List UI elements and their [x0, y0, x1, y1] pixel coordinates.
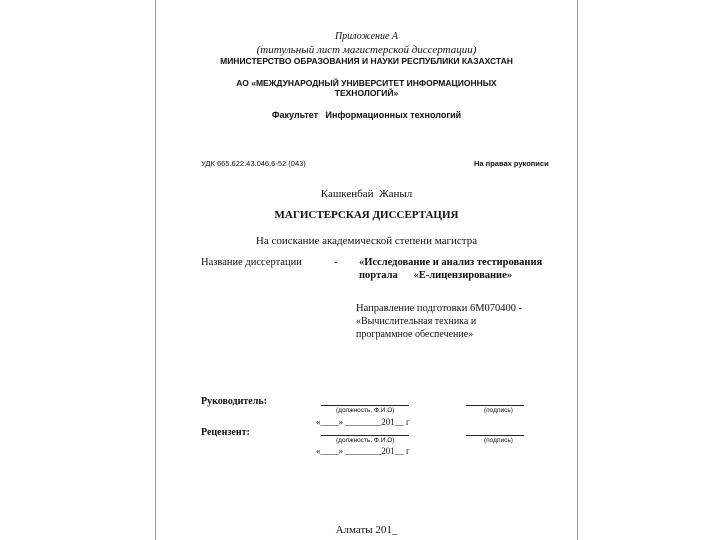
reviewer-label: Рецензент:: [201, 427, 250, 438]
city-year: Алматы 201_: [335, 524, 398, 536]
supervisor-signature-line: [466, 405, 524, 406]
dissertation-title-line1: «Исследование и анализ тестирования: [359, 257, 543, 268]
reviewer-signature-hint: (подпись): [484, 437, 513, 444]
supervisor-date: «____» ________201__ г: [316, 417, 410, 427]
title-dash: -: [334, 257, 338, 268]
author-name: Кашкенбай Жаныл: [320, 188, 413, 200]
university-heading-line1: АО «МЕЖДУНАРОДНЫЙ УНИВЕРСИТЕТ ИНФОРМАЦИОННЫХ: [236, 78, 497, 88]
manuscript-rights: На правах рукописи: [474, 159, 549, 168]
supervisor-name-hint: (должность, Ф.И.О): [336, 407, 395, 414]
document-type: МАГИСТЕРСКАЯ ДИССЕРТАЦИЯ: [274, 209, 459, 221]
direction-line1: Направление подготовки 6М070400 -: [356, 303, 523, 314]
document-page: [155, 0, 578, 540]
university-heading-line2: ТЕХНОЛОГИЙ»: [334, 88, 399, 98]
supervisor-signature-hint: (подпись): [484, 407, 513, 414]
ministry-heading: МИНИСТЕРСТВО ОБРАЗОВАНИЯ И НАУКИ РЕСПУБЛИКИ КАЗАХСТАН: [220, 56, 513, 66]
reviewer-date: «____» ________201__ г: [316, 446, 410, 456]
reviewer-name-line: [321, 435, 409, 436]
appendix-label: Приложение А: [334, 31, 399, 42]
udk-code: УДК 665.622.43.046.6-52 (043): [201, 159, 306, 168]
direction-line3: программное обеспечение»: [356, 329, 474, 340]
supervisor-name-line: [321, 405, 409, 406]
dissertation-title-line2: портала «E-лицензирование»: [359, 270, 512, 281]
reviewer-signature-line: [466, 435, 524, 436]
dissertation-title-label: Название диссертации: [201, 257, 302, 268]
reviewer-name-hint: (должность, Ф.И.О): [336, 437, 395, 444]
degree-line: На соискание академической степени магистра: [255, 235, 478, 247]
title-page-subtitle: (титульный лист магистерской диссертации): [256, 44, 477, 56]
faculty-heading: Факультет Информационных технологий: [271, 110, 462, 120]
direction-line2: «Вычислительная техника и: [356, 316, 477, 327]
supervisor-label: Руководитель:: [201, 396, 267, 407]
